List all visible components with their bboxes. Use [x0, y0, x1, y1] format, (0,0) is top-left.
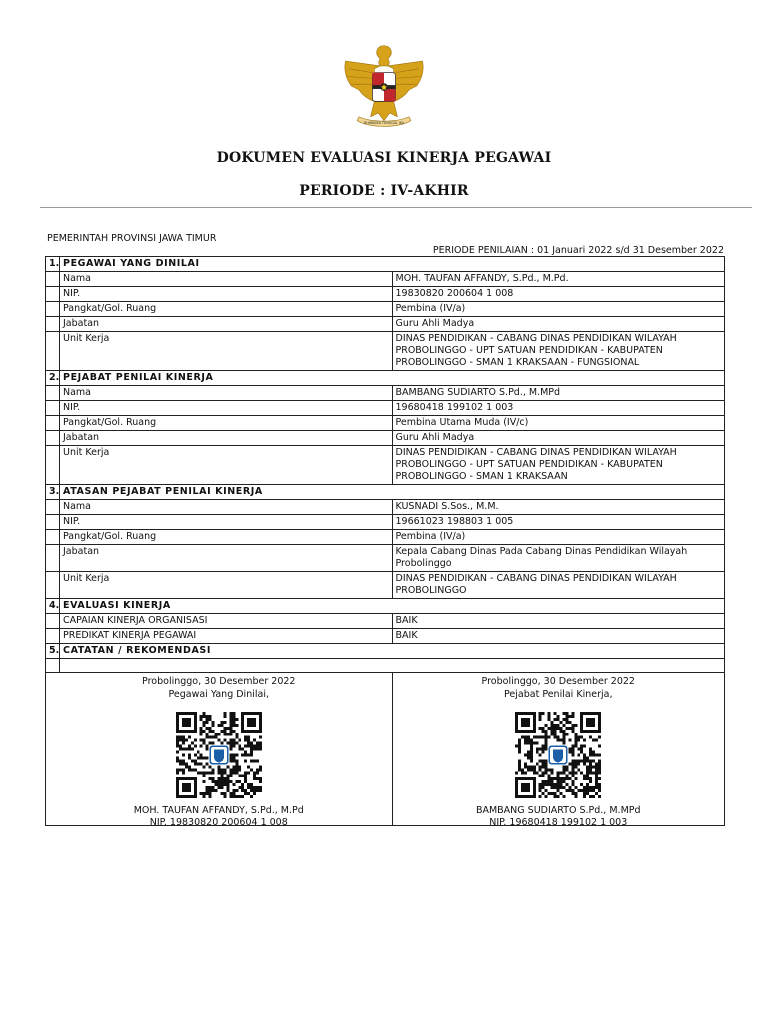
field-value: Guru Ahli Madya — [392, 431, 725, 446]
field-label: Pangkat/Gol. Ruang — [60, 302, 393, 317]
field-value: Pembina (IV/a) — [392, 530, 725, 545]
table-row — [46, 431, 725, 446]
section-number: 4. — [46, 599, 60, 614]
signature-role: Pejabat Penilai Kinerja, — [504, 689, 613, 700]
field-label: Pangkat/Gol. Ruang — [60, 530, 393, 545]
qr-code-icon — [515, 712, 601, 798]
notes-row — [46, 659, 725, 673]
qr-code-icon — [176, 712, 262, 798]
field-label: NIP. — [60, 287, 393, 302]
field-value: 19661023 198803 1 005 — [392, 515, 725, 530]
signature-right — [392, 673, 725, 826]
divider — [40, 207, 752, 208]
field-value: BAMBANG SUDIARTO S.Pd., M.MPd — [392, 386, 725, 401]
field-label: Jabatan — [60, 545, 393, 572]
table-row — [46, 287, 725, 302]
table-row — [46, 317, 725, 332]
field-value: DINAS PENDIDIKAN - CABANG DINAS PENDIDIKAN WILAYAH PROBOLINGGO - UPT SATUAN PENDIDIKAN - KABUPATEN PROBOLINGGO - SMAN 1 KRAKSAAN - FUNGSIONAL — [392, 332, 725, 371]
table-row — [46, 545, 725, 572]
field-value: 19830820 200604 1 008 — [392, 287, 725, 302]
signature-row — [46, 673, 725, 826]
field-label: Unit Kerja — [60, 572, 393, 599]
table-row — [46, 614, 725, 629]
section-title: CATATAN / REKOMENDASI — [60, 644, 725, 659]
table-row — [46, 572, 725, 599]
signature-date: Probolinggo, 30 Desember 2022 — [481, 676, 635, 687]
field-value: MOH. TAUFAN AFFANDY, S.Pd., M.Pd. — [392, 272, 725, 287]
field-value: Guru Ahli Madya — [392, 317, 725, 332]
section-number: 2. — [46, 371, 60, 386]
field-label: Pangkat/Gol. Ruang — [60, 416, 393, 431]
table-row — [46, 629, 725, 644]
signature-name: MOH. TAUFAN AFFANDY, S.Pd., M.Pd — [133, 805, 304, 816]
field-label: NIP. — [60, 401, 393, 416]
field-label: PREDIKAT KINERJA PEGAWAI — [60, 629, 393, 644]
signature-date: Probolinggo, 30 Desember 2022 — [142, 676, 296, 687]
field-value: Kepala Cabang Dinas Pada Cabang Dinas Pendidikan Wilayah Probolinggo — [392, 545, 725, 572]
section-number: 5. — [46, 644, 60, 659]
section-header-5 — [46, 644, 725, 659]
table-row — [46, 401, 725, 416]
field-value: BAIK — [392, 614, 725, 629]
field-label: Nama — [60, 386, 393, 401]
section-title: PEGAWAI YANG DINILAI — [60, 257, 725, 272]
field-label: Jabatan — [60, 431, 393, 446]
signature-nip: NIP. 19680418 199102 1 003 — [489, 817, 628, 828]
field-label: Unit Kerja — [60, 446, 393, 485]
field-value: BAIK — [392, 629, 725, 644]
field-value: DINAS PENDIDIKAN - CABANG DINAS PENDIDIKAN WILAYAH PROBOLINGGO - UPT SATUAN PENDIDIKAN - KABUPATEN PROBOLINGGO - SMAN 1 KRAKSAAN — [392, 446, 725, 485]
section-header-2 — [46, 371, 725, 386]
field-value: Pembina Utama Muda (IV/c) — [392, 416, 725, 431]
field-value: DINAS PENDIDIKAN - CABANG DINAS PENDIDIKAN WILAYAH PROBOLINGGO — [392, 572, 725, 599]
notes-content — [60, 659, 725, 673]
field-value: KUSNADI S.Sos., M.M. — [392, 500, 725, 515]
field-value: 19680418 199102 1 003 — [392, 401, 725, 416]
field-label: CAPAIAN KINERJA ORGANISASI — [60, 614, 393, 629]
field-label: Jabatan — [60, 317, 393, 332]
table-row — [46, 500, 725, 515]
section-title: ATASAN PEJABAT PENILAI KINERJA — [60, 485, 725, 500]
signature-left — [46, 673, 393, 826]
document-title: DOKUMEN EVALUASI KINERJA PEGAWAI — [216, 150, 552, 166]
table-row — [46, 272, 725, 287]
section-header-4 — [46, 599, 725, 614]
field-value: Pembina (IV/a) — [392, 302, 725, 317]
section-number: 3. — [46, 485, 60, 500]
field-label: Unit Kerja — [60, 332, 393, 371]
section-title: EVALUASI KINERJA — [60, 599, 725, 614]
organization-name: PEMERINTAH PROVINSI JAWA TIMUR — [47, 233, 217, 244]
table-row — [46, 416, 725, 431]
signature-role: Pegawai Yang Dinilai, — [168, 689, 269, 700]
svg-text:BHINNEKA TUNGGAL IKA: BHINNEKA TUNGGAL IKA — [363, 121, 405, 126]
document-periode: PERIODE : IV-AKHIR — [299, 183, 469, 199]
signature-name: BAMBANG SUDIARTO S.Pd., M.MPd — [475, 805, 641, 816]
section-header-3 — [46, 485, 725, 500]
signature-nip: NIP. 19830820 200604 1 008 — [149, 817, 288, 828]
evaluation-table — [45, 256, 725, 826]
garuda-emblem-icon — [336, 40, 432, 136]
field-label: Nama — [60, 500, 393, 515]
table-row — [46, 332, 725, 371]
section-number: 1. — [46, 257, 60, 272]
table-row — [46, 515, 725, 530]
table-row — [46, 386, 725, 401]
table-row — [46, 530, 725, 545]
field-label: Nama — [60, 272, 393, 287]
section-title: PEJABAT PENILAI KINERJA — [60, 371, 725, 386]
field-label: NIP. — [60, 515, 393, 530]
section-header-1 — [46, 257, 725, 272]
table-row — [46, 302, 725, 317]
table-row — [46, 446, 725, 485]
periode-penilaian: PERIODE PENILAIAN : 01 Januari 2022 s/d 31 Desember 2022 — [432, 245, 724, 256]
